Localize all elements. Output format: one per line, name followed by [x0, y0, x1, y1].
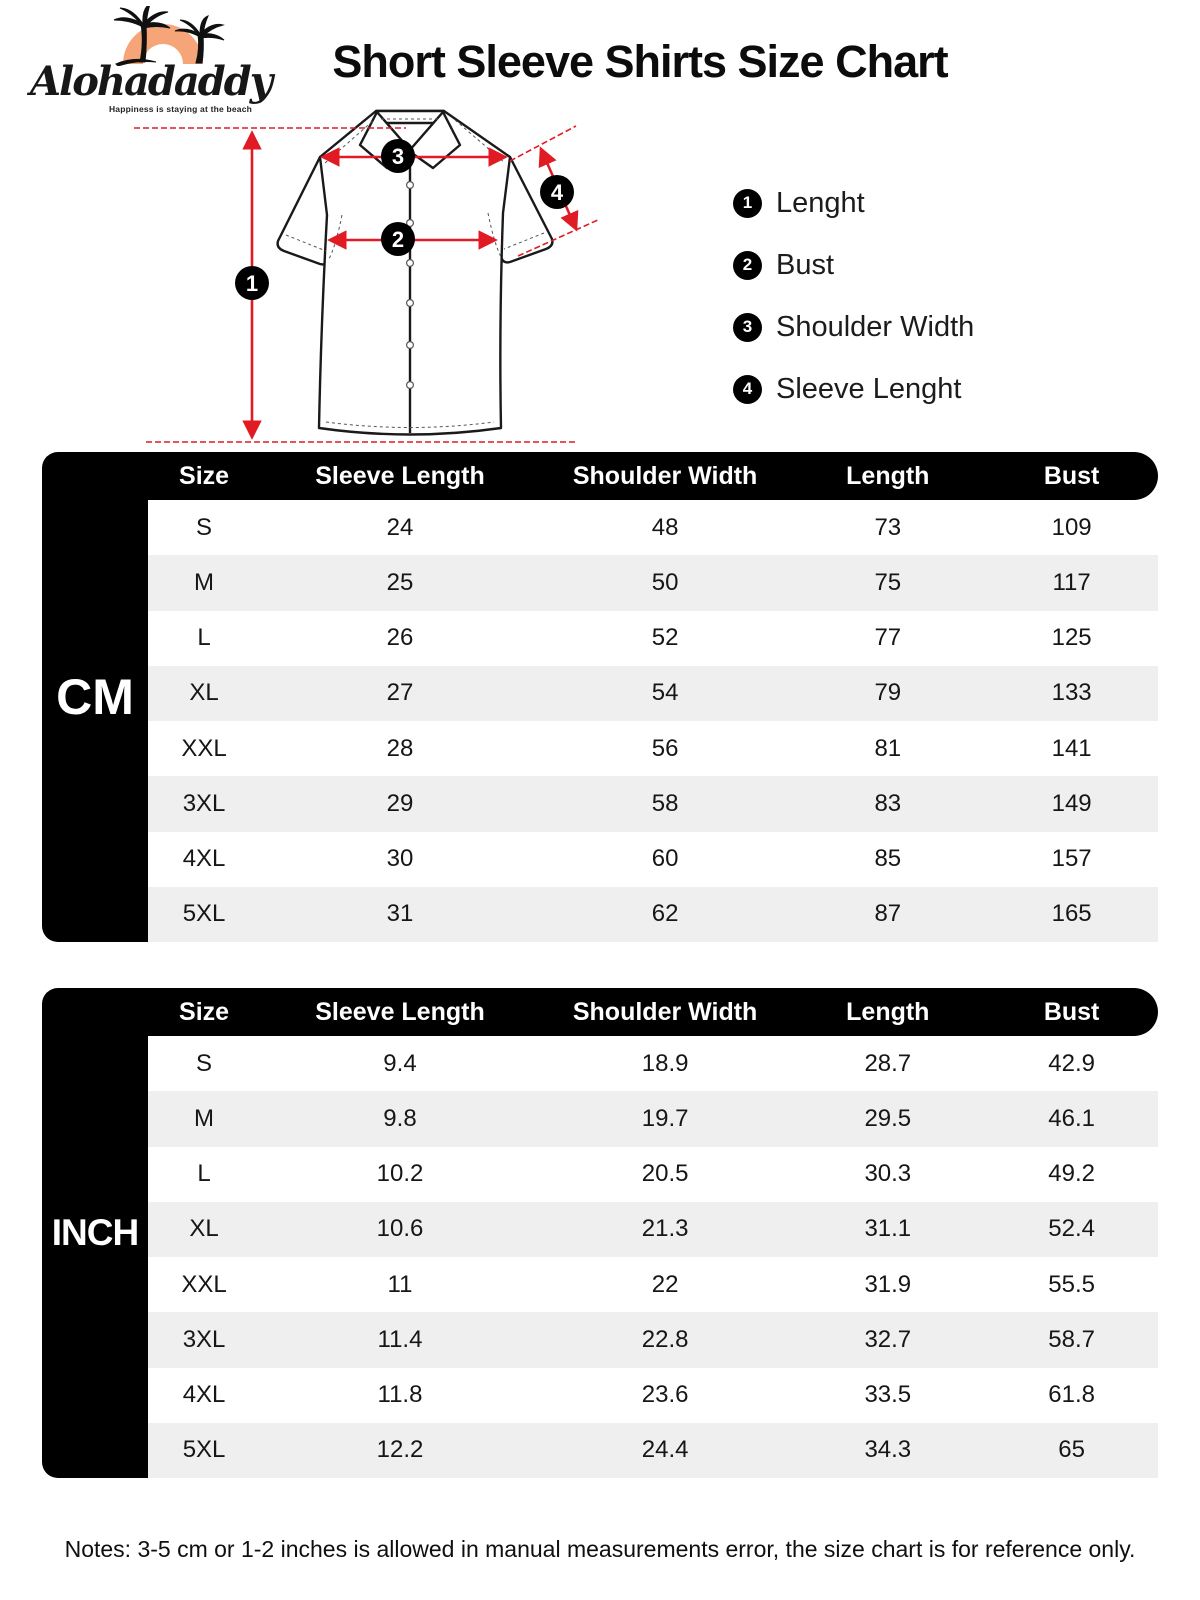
table-cell: 141 [1051, 734, 1092, 762]
table-cell: 48 [651, 513, 679, 541]
table-cell: 56 [651, 734, 679, 762]
table-body [148, 500, 1158, 942]
table-cell: 18.9 [641, 1049, 689, 1077]
table-cell: 4XL [182, 1381, 226, 1409]
callout-length [235, 266, 269, 300]
legend-number-badge: 2 [733, 251, 762, 280]
table-cell: 157 [1051, 845, 1092, 873]
table-cell: 10.2 [376, 1160, 424, 1188]
table-cell: 12.2 [376, 1436, 424, 1464]
table-cell: 50 [651, 568, 679, 596]
table-cell: 29.5 [864, 1104, 912, 1132]
table-cell: 24 [386, 513, 414, 541]
svg-text:1: 1 [245, 271, 259, 296]
table-row [148, 1257, 1158, 1312]
table-row [148, 1312, 1158, 1367]
column-header: Shoulder Width [572, 461, 758, 490]
table-cell: 62 [651, 900, 679, 928]
table-cell: XXL [181, 734, 227, 762]
inch-size-table [42, 988, 1158, 1478]
column-header: Size [179, 997, 230, 1026]
table-row [148, 666, 1158, 721]
table-cell: L [197, 1160, 211, 1188]
table-header-row [148, 988, 1158, 1036]
table-cell: 58 [651, 789, 679, 817]
legend-label: Shoulder Width [776, 310, 975, 343]
column-header: Sleeve Length [315, 461, 485, 490]
table-cell: 79 [874, 679, 902, 707]
column-header: Shoulder Width [572, 997, 758, 1026]
palm-trees-sun-icon [28, 6, 273, 66]
column-header: Bust [1043, 997, 1100, 1026]
table-row [148, 1147, 1158, 1202]
table-cell: 58.7 [1048, 1325, 1095, 1353]
table-row [148, 721, 1158, 776]
legend-label: Sleeve Lenght [776, 372, 962, 405]
table-cell: 125 [1051, 624, 1092, 652]
column-header: Bust [1043, 461, 1100, 490]
table-cell: 30.3 [864, 1160, 912, 1188]
table-cell: 29 [386, 789, 414, 817]
table-cell: 24.4 [641, 1436, 689, 1464]
table-cell: 9.8 [383, 1104, 417, 1132]
table-row [148, 611, 1158, 666]
table-cell: 87 [874, 900, 902, 928]
table-row [148, 500, 1158, 555]
table-row [148, 555, 1158, 610]
legend-number-badge: 3 [733, 313, 762, 342]
table-cell: 23.6 [641, 1381, 689, 1409]
cm-size-table [42, 452, 1158, 942]
table-row [148, 1368, 1158, 1423]
table-cell: 5XL [182, 900, 226, 928]
legend-label: Bust [776, 248, 835, 281]
table-cell: 54 [651, 679, 679, 707]
table-cell: 33.5 [864, 1381, 912, 1409]
table-cell: 4XL [182, 845, 226, 873]
table-cell: 22.8 [641, 1325, 689, 1353]
table-cell: XL [189, 679, 219, 707]
table-body [148, 1036, 1158, 1478]
column-header: Length [846, 461, 930, 490]
table-cell: 31.1 [864, 1215, 912, 1243]
table-cell: 25 [386, 568, 414, 596]
column-header: Length [846, 997, 930, 1026]
table-cell: 149 [1051, 789, 1092, 817]
table-cell: M [194, 1104, 215, 1132]
svg-text:3: 3 [391, 144, 405, 169]
unit-label-cm: CM [42, 452, 148, 942]
table-row [148, 1091, 1158, 1146]
table-cell: M [194, 568, 215, 596]
table-cell: L [197, 624, 211, 652]
table-row [148, 1202, 1158, 1257]
table-cell: 42.9 [1048, 1049, 1095, 1077]
table-cell: 3XL [182, 789, 226, 817]
brand-name: Alohadaddy [30, 58, 271, 105]
legend-item-length [733, 172, 974, 234]
callout-shoulder [381, 139, 415, 173]
callout-sleeve [540, 175, 574, 209]
table-cell: XL [189, 1215, 219, 1243]
notes-text: Notes: 3-5 cm or 1-2 inches is allowed in manual measurements error, the size chart is for reference only. [64, 1536, 1136, 1562]
table-cell: 52 [651, 624, 679, 652]
table-cell: 32.7 [864, 1325, 912, 1353]
table-cell: 28.7 [864, 1049, 912, 1077]
table-cell: 10.6 [376, 1215, 424, 1243]
table-cell: 22 [651, 1270, 679, 1298]
table-cell: 55.5 [1048, 1270, 1095, 1298]
table-cell: 117 [1052, 568, 1091, 596]
table-cell: 73 [874, 513, 902, 541]
table-cell: 26 [386, 624, 414, 652]
table-cell: 3XL [182, 1325, 226, 1353]
table-cell: 49.2 [1048, 1160, 1095, 1188]
callout-bust [381, 222, 415, 256]
table-cell: XXL [181, 1270, 227, 1298]
table-cell: 11 [387, 1270, 413, 1298]
table-cell: 85 [874, 845, 902, 873]
shirt-measurement-diagram [120, 95, 740, 455]
table-cell: 60 [651, 845, 679, 873]
table-cell: 11.4 [377, 1325, 423, 1353]
table-row [148, 776, 1158, 831]
table-cell: 75 [874, 568, 902, 596]
column-header: Size [179, 461, 230, 490]
table-cell: 52.4 [1048, 1215, 1095, 1243]
table-cell: 9.4 [383, 1049, 417, 1077]
table-cell: 61.8 [1048, 1381, 1095, 1409]
legend-item-sleeve-length [733, 358, 974, 420]
page-title: Short Sleeve Shirts Size Chart [332, 36, 948, 87]
table-cell: 109 [1051, 513, 1092, 541]
table-cell: 19.7 [641, 1104, 689, 1132]
table-cell: 21.3 [641, 1215, 689, 1243]
table-cell: 65 [1058, 1436, 1085, 1464]
measurement-legend [733, 172, 974, 420]
legend-label: Lenght [776, 186, 865, 219]
table-row [148, 832, 1158, 887]
table-cell: 5XL [182, 1436, 226, 1464]
table-cell: 34.3 [864, 1436, 912, 1464]
table-cell: 81 [874, 734, 902, 762]
table-row [148, 887, 1158, 942]
brand-tagline: Happiness is staying at the beach [108, 104, 253, 114]
svg-text:4: 4 [550, 180, 564, 205]
legend-number-badge: 4 [733, 375, 762, 404]
legend-item-bust [733, 234, 974, 296]
unit-label-inch: INCH [42, 988, 148, 1478]
legend-item-shoulder-width [733, 296, 974, 358]
table-row [148, 1423, 1158, 1478]
table-row [148, 1036, 1158, 1091]
table-cell: 20.5 [641, 1160, 689, 1188]
table-cell: 165 [1051, 900, 1092, 928]
table-cell: 11.8 [377, 1381, 423, 1409]
table-cell: S [196, 1049, 213, 1077]
column-header: Sleeve Length [315, 997, 485, 1026]
table-cell: 28 [386, 734, 414, 762]
table-cell: 46.1 [1048, 1104, 1095, 1132]
legend-number-badge: 1 [733, 189, 762, 218]
table-header-row [148, 452, 1158, 500]
table-cell: 133 [1051, 679, 1092, 707]
table-cell: 27 [386, 679, 414, 707]
svg-text:2: 2 [391, 227, 405, 252]
table-cell: S [196, 513, 213, 541]
table-cell: 30 [386, 845, 414, 873]
table-cell: 83 [874, 789, 902, 817]
table-cell: 31.9 [864, 1270, 912, 1298]
table-cell: 31 [386, 900, 414, 928]
table-cell: 77 [874, 624, 902, 652]
